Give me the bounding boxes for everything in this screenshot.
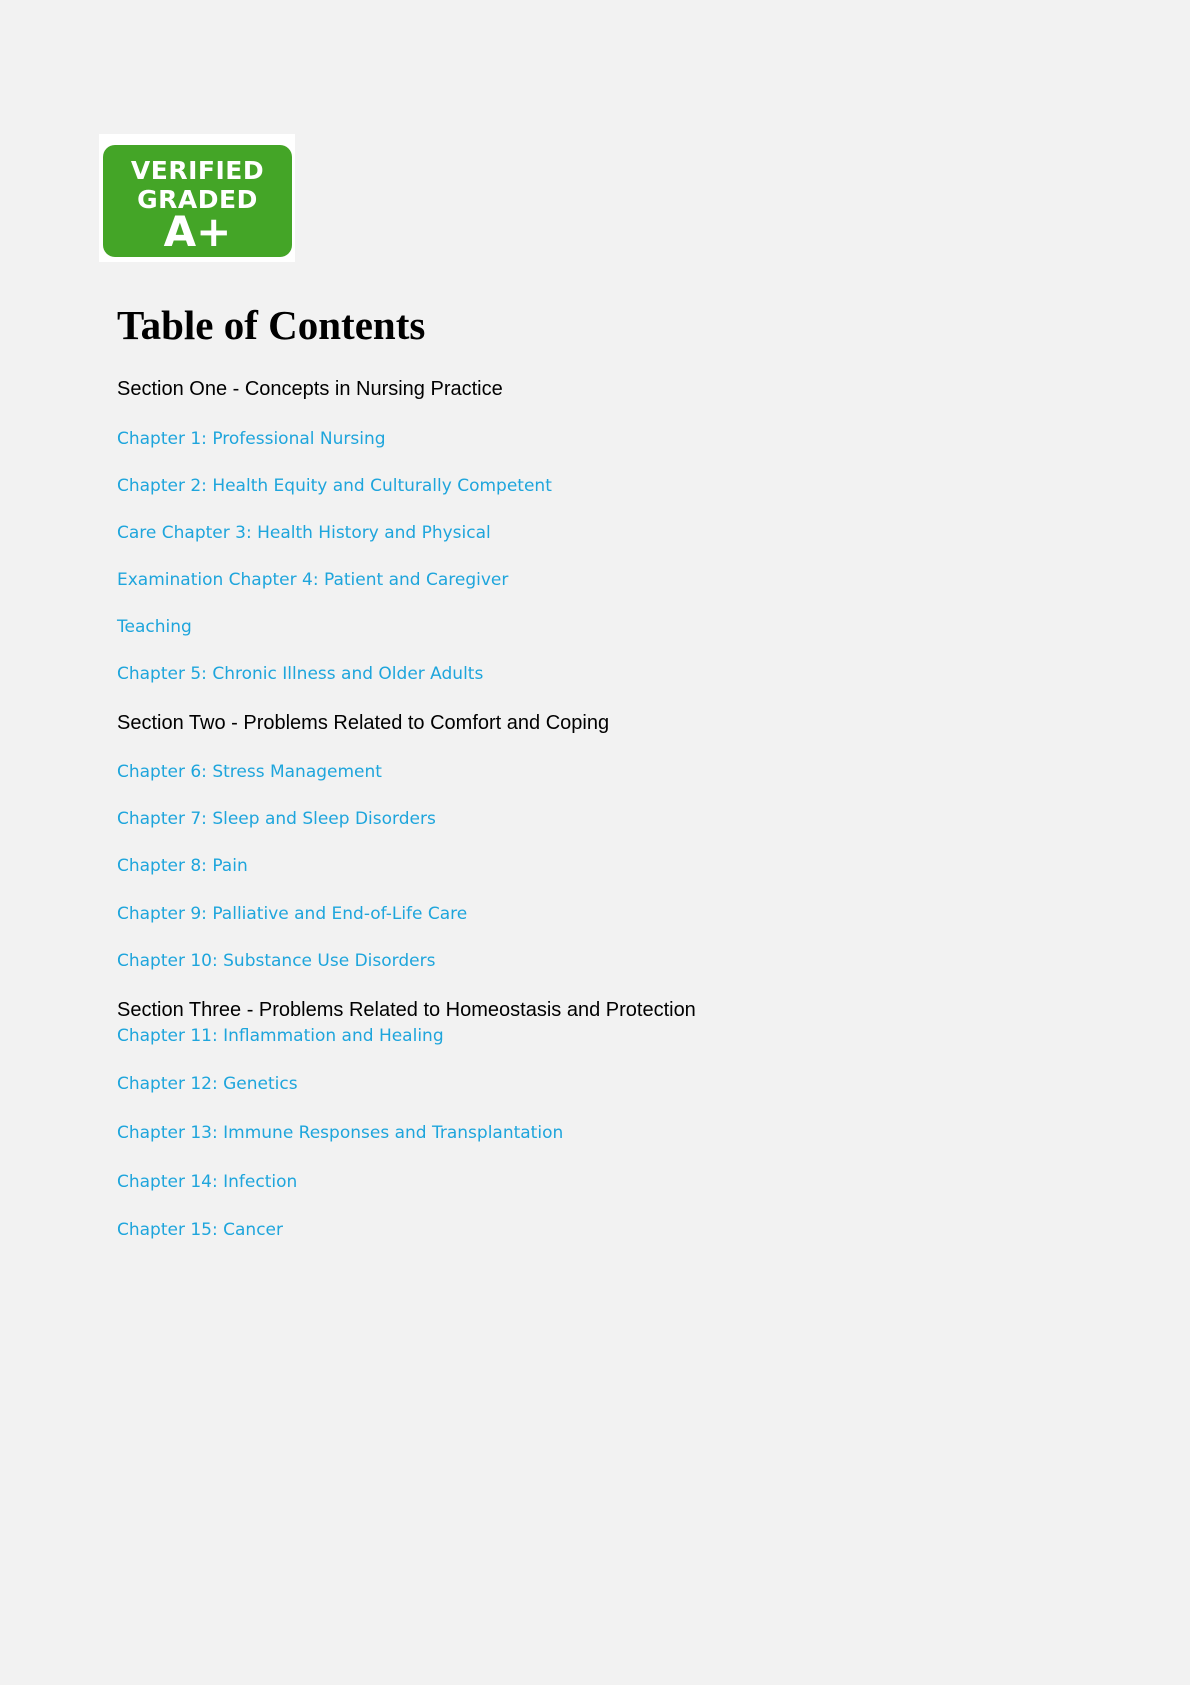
badge-green-panel: [103, 145, 292, 257]
section-heading-three: Section Three - Problems Related to Homeostasis and Protection: [117, 999, 696, 1021]
chapter-link-10[interactable]: Chapter 10: Substance Use Disorders: [117, 951, 436, 971]
chapter-link-6[interactable]: Chapter 6: Stress Management: [117, 762, 382, 782]
badge-line-graded: GRADED: [137, 185, 258, 214]
section-heading-two: Section Two - Problems Related to Comfort and Coping: [117, 712, 610, 734]
chapter-link-2[interactable]: Chapter 2: Health Equity and Culturally Competent: [117, 476, 552, 496]
chapter-link-12[interactable]: Chapter 12: Genetics: [117, 1074, 298, 1094]
badge-line-verified: VERIFIED: [130, 156, 265, 185]
badge-line-grade: A+: [163, 207, 232, 256]
chapter-link-13[interactable]: Chapter 13: Immune Responses and Transplantation: [117, 1123, 564, 1143]
page-title: Table of Contents: [117, 302, 426, 348]
chapter-link-1[interactable]: Chapter 1: Professional Nursing: [117, 429, 386, 449]
chapter-link-4-cont[interactable]: Teaching: [117, 617, 192, 637]
verified-graded-badge: [99, 134, 295, 262]
chapter-link-11[interactable]: Chapter 11: Inflammation and Healing: [117, 1026, 444, 1046]
chapter-link-9[interactable]: Chapter 9: Palliative and End-of-Life Care: [117, 904, 468, 924]
chapter-link-15[interactable]: Chapter 15: Cancer: [117, 1220, 283, 1240]
section-heading-one: Section One - Concepts in Nursing Practice: [117, 378, 503, 400]
chapter-link-14[interactable]: Chapter 14: Infection: [117, 1172, 298, 1192]
chapter-link-8[interactable]: Chapter 8: Pain: [117, 856, 248, 876]
chapter-link-2-cont-3[interactable]: Care Chapter 3: Health History and Physical: [117, 523, 491, 543]
chapter-link-3-cont-4[interactable]: Examination Chapter 4: Patient and Caregiver: [117, 570, 509, 590]
chapter-link-7[interactable]: Chapter 7: Sleep and Sleep Disorders: [117, 809, 436, 829]
chapter-link-5[interactable]: Chapter 5: Chronic Illness and Older Adults: [117, 664, 484, 684]
